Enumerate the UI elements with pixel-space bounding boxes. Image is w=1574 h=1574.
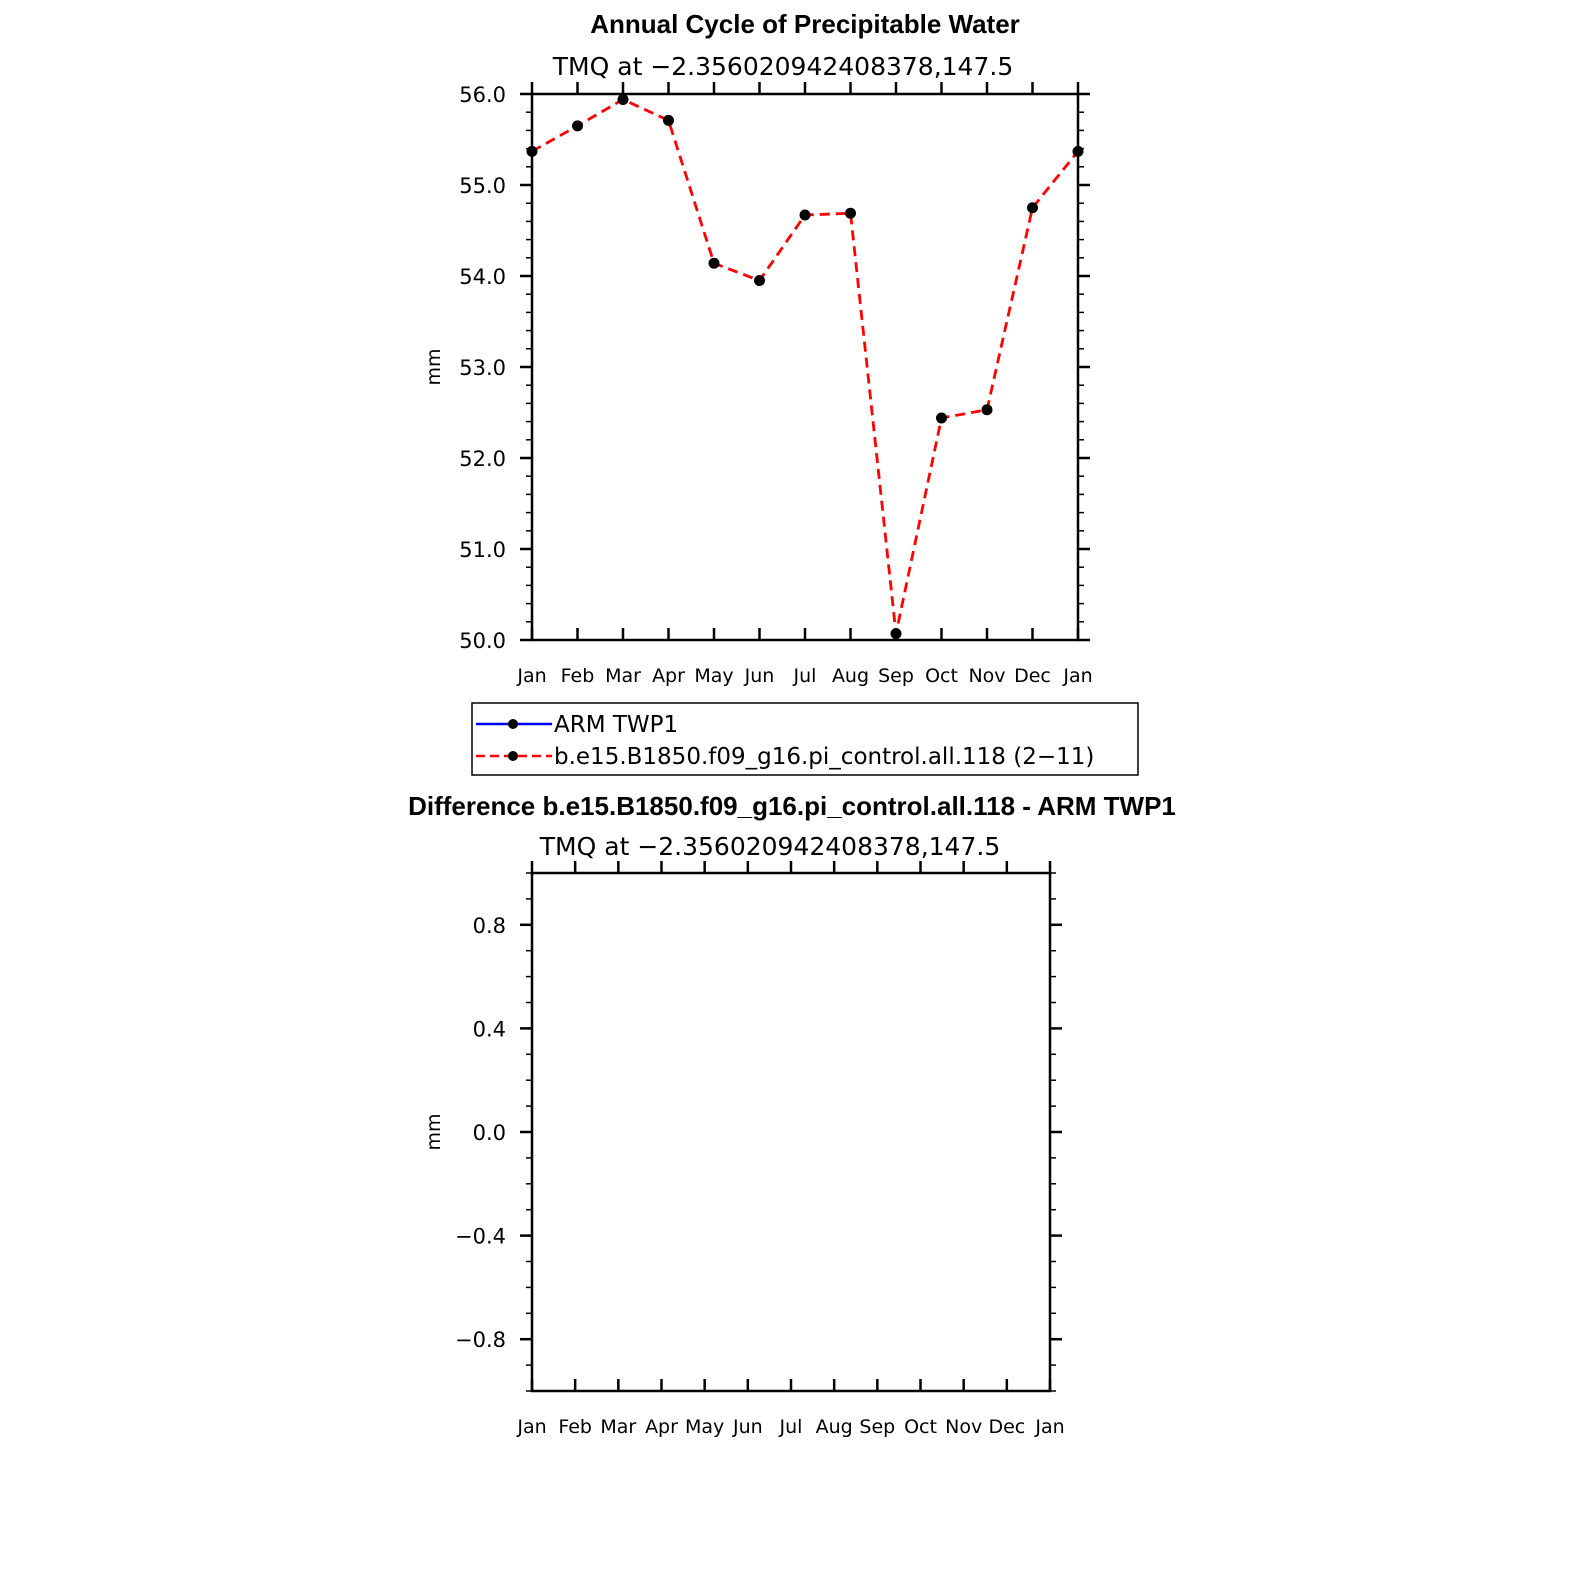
axis-ticks (520, 861, 1062, 1391)
x-tick-label: Feb (558, 1416, 592, 1438)
x-tick-label: Jun (732, 1416, 763, 1438)
legend (472, 703, 1138, 775)
tick-labels (455, 914, 1065, 1438)
legend-marker-model (508, 751, 518, 761)
y-tick-label: 53.0 (459, 356, 506, 380)
x-tick-label: Dec (988, 1416, 1026, 1438)
x-tick-label: Apr (652, 665, 685, 687)
x-tick-label: Jan (1035, 1416, 1065, 1438)
x-tick-label: Dec (1014, 665, 1051, 687)
y-tick-label: 56.0 (459, 83, 506, 107)
data-point (572, 120, 583, 131)
y-tick-label: 0.8 (472, 913, 506, 938)
data-point (618, 94, 629, 105)
x-tick-label: Nov (968, 665, 1006, 687)
x-tick-label: Jan (517, 1416, 547, 1438)
data-point (845, 208, 856, 219)
legend-label-model: b.e15.B1850.f09_g16.pi_control.all.118 (2−11) (554, 744, 1095, 770)
data-point (800, 210, 811, 221)
series-layer (527, 94, 1084, 639)
y-tick-label: −0.8 (455, 1328, 506, 1353)
x-tick-label: Oct (904, 1416, 937, 1438)
x-tick-label: Nov (945, 1416, 983, 1438)
x-tick-label: Aug (831, 665, 870, 687)
legend-marker-arm (508, 719, 518, 729)
x-tick-label: Apr (645, 1416, 678, 1438)
data-point (754, 275, 765, 286)
chart-subtitle: TMQ at −2.356020942408378,147.5 (539, 832, 1001, 861)
x-tick-label: Jan (1063, 665, 1093, 687)
x-tick-label: Feb (560, 665, 595, 687)
x-tick-label: Oct (925, 665, 958, 687)
axis-ticks (520, 82, 1090, 640)
x-tick-label: Jul (779, 1416, 803, 1438)
x-tick-label: Jan (517, 665, 547, 687)
x-tick-label: May (685, 1416, 725, 1438)
x-tick-label: Sep (878, 665, 914, 687)
chart-title: Annual Cycle of Precipitable Water (590, 9, 1020, 39)
data-point (663, 115, 674, 126)
data-point (1027, 202, 1038, 213)
x-tick-label: Jun (744, 665, 775, 687)
chart-title: Difference b.e15.B1850.f09_g16.pi_control.all.118 - ARM TWP1 (408, 791, 1176, 821)
x-tick-label: Jul (793, 665, 817, 687)
y-tick-label: 0.0 (472, 1121, 506, 1145)
y-tick-label: 52.0 (459, 447, 506, 471)
y-tick-label: −0.4 (455, 1224, 506, 1249)
y-axis-label: mm (423, 348, 445, 386)
y-tick-label: 50.0 (459, 629, 506, 653)
tick-labels (459, 83, 1092, 687)
x-tick-label: Aug (815, 1416, 853, 1438)
y-tick-label: 0.4 (472, 1017, 506, 1042)
plot-frame (532, 873, 1050, 1391)
x-tick-label: Mar (605, 665, 641, 687)
y-tick-label: 54.0 (459, 265, 506, 289)
annual-cycle-chart (423, 9, 1093, 687)
plot-frame (532, 94, 1078, 640)
y-tick-label: 51.0 (459, 538, 506, 562)
x-tick-label: Sep (859, 1416, 896, 1438)
data-point (709, 258, 720, 269)
legend-label-arm: ARM TWP1 (554, 712, 679, 738)
difference-chart (408, 791, 1176, 1438)
data-point (936, 412, 947, 423)
data-point (891, 628, 902, 639)
series-line (532, 99, 1078, 633)
data-point (982, 404, 993, 415)
chart-subtitle: TMQ at −2.356020942408378,147.5 (552, 52, 1014, 81)
x-tick-label: May (694, 665, 734, 687)
x-tick-label: Mar (600, 1416, 637, 1438)
y-tick-label: 55.0 (459, 174, 506, 198)
y-axis-label: mm (423, 1113, 445, 1151)
